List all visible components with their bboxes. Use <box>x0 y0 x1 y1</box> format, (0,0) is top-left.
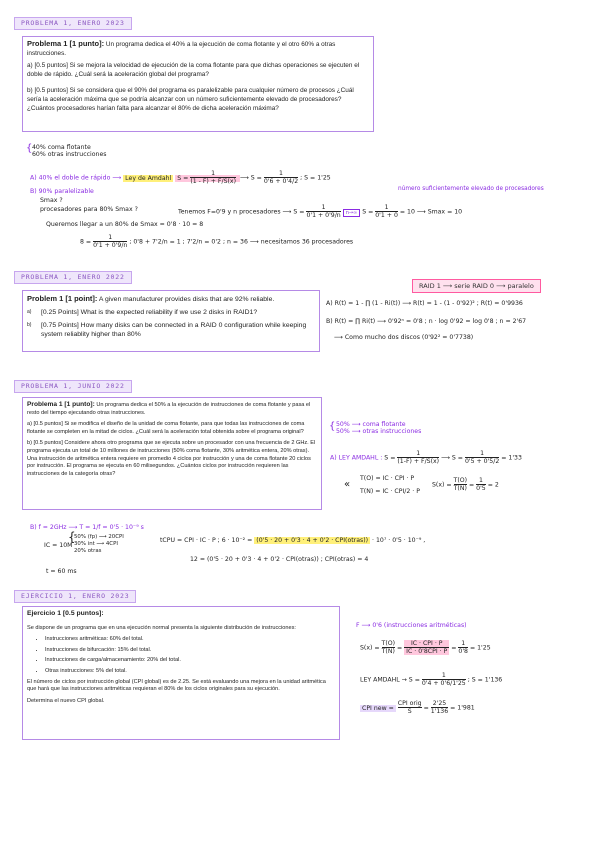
section-tag: PROBLEMA 1, ENERO 2022 <box>14 271 132 284</box>
answer-a <box>30 170 331 185</box>
fraction: $\frac{1}{(1 - F) + F/S(x)}$ <box>190 170 236 185</box>
note-text: 60% otras instrucciones <box>32 151 107 158</box>
answer-label: A) 40% el doble de rápido ⟶ <box>30 174 122 182</box>
speedup-formula: S(x) = $\frac{T(O)}{T(N)}$ = $\frac{\text{IC · CPI · P}}{\text{IC · 0'8CPI · P}}$ = $\frac{1}{0'8}$ = 1'25 <box>360 640 491 655</box>
list-item: • Instrucciones aritméticas: 60% del total. <box>45 636 335 644</box>
formula-text: ⟶ S = <box>239 174 262 182</box>
question-a: [0.25 Points] What is the expected reliability if we use 2 disks in RAID1? <box>41 309 258 316</box>
section-tag: PROBLEMA 1, JUNIO 2022 <box>14 380 132 393</box>
time-formulas: « T(O) = IC · CPI · P T(N) = IC · CPI/2 · P <box>344 475 420 495</box>
answer-b: B) f = 2GHz ⟶ T = 1/f = 0'5 · 10⁻⁹ s <box>30 524 144 531</box>
answer-label: B) 90% paralelizable <box>30 188 94 195</box>
formula-line: 12 = (0'5 · 20 + 0'3 · 4 + 0'2 · CPI(otras)) ; CPI(otras) = 4 <box>190 556 369 563</box>
instruction-list <box>27 636 335 675</box>
breakdown: { 50% (fp) ⟶ 20CPI 30% int ⟶ 4CPI 20% otras <box>68 530 124 554</box>
question-a: a) [0.5 puntos] Si se mejora la velocidad de ejecución de la coma flotante para que dichas operaciones se ejecuten el doble de rápido. ¿Cuál será la aceleración global del programa? <box>27 62 360 78</box>
problem-box <box>22 397 322 510</box>
formula-text: ; S = 1'25 <box>300 174 331 182</box>
problem-box <box>22 36 374 132</box>
answer-a: A) LEY AMDAHL : S = $\frac{1}{(1-F) + F/S(x)}$ ⟶ S = $\frac{1}{0'5 + 0'5/2}$ = 1'33 <box>330 450 522 465</box>
problem-text: El número de ciclos por instrucción global (CPI global) es de 2.25. Se está evaluando una mejora en la unidad aritmética que hará que las instrucciones aritméticas requieran el 80% de los ciclos originales para su ejecución. <box>27 678 326 693</box>
formula-text: S = <box>177 174 189 182</box>
answer-b <box>30 188 94 195</box>
fraction: $\frac{1}{0'6 + 0'4/2}$ <box>263 170 299 185</box>
list-item: • Instrucciones de bifurcación: 15% del total. <box>45 647 335 655</box>
problem-question: Determina el nuevo CPI global. <box>27 697 105 704</box>
note-text: 40% coma flotante <box>32 144 91 151</box>
note-text: t = 60 ms <box>46 568 77 575</box>
amdahl-formula: LEY AMDAHL → S = $\frac{1}{0'4 + 0'6/1'25}$ ; S = 1'136 <box>360 672 503 687</box>
section-tag: PROBLEMA 1, ENERO 2023 <box>14 17 132 30</box>
question-b: [0.75 Points] How many disks can be connected in a RAID 0 configuration while keeping system reliablity higher than 80% <box>41 322 307 338</box>
note-text: F ⟶ 0'6 (instrucciones aritméticas) <box>356 622 467 629</box>
problem-title: Problema 1 [1 punto]: <box>27 39 105 48</box>
question-a: a) [0.5 puntos] Si se modifica el diseño de la unidad de coma flotante, para que todas las instrucciones de coma flotante se completen en la mitad de ciclos. ¿Cuál será la aceleración total obtenida sobre el programa original? <box>27 421 305 435</box>
note-line: { 50% ⟶ coma flotante 50% ⟶ otras instrucciones <box>329 421 422 435</box>
speedup-formula: S(x) = $\frac{T(O)}{T(N)}$ = $\frac{1}{0'5}$ = 2 <box>432 477 499 492</box>
formula-line: tCPU = CPI · IC · P ; 6 · 10⁻² = (0'5 · 20 + 0'3 · 4 + 0'2 · CPI(otras)) · 10⁷ · 0'5 · 10⁻⁹ , <box>160 537 426 544</box>
highlight-text: (0'5 · 20 + 0'3 · 4 + 0'2 · CPI(otras)) <box>256 537 369 544</box>
cpi-formula: CPI new = $\frac{\text{CPI orig}}{S}$ = $\frac{2'25}{1'136}$ = 1'981 <box>362 700 475 715</box>
formula-line: 8 = $\frac{1}{0'1 + 0'9/n}$ ; 0'8 + 7'2/n = 1 ; 7'2/n = 0'2 ; n = 36 ⟶ necesitamos 36 procesadores <box>80 234 354 249</box>
problem-box: Problem 1 [1 point]: A given manufacturer provides disks that are 92% reliable. a) [0.25 Points] What is the expected reliability if we use 2 disks in RAID1? b) [0.75 Points] How many disks can be connected in a RAID 0 configuration while keeping system reliablity higher than 80% <box>22 290 320 352</box>
problem-intro: A given manufacturer provides disks that are 92% reliable. <box>97 296 275 303</box>
formula-line: Tenemos F=0'9 y n procesadores ⟶ S = $\frac{1}{0'1 + 0'9/n}$ n→∞ S = $\frac{1}{0'1 + 0}$ = 10 ⟶ Smax = 10 <box>178 204 463 219</box>
highlight-text: CPI new = <box>362 704 394 712</box>
problem-box <box>22 606 340 740</box>
answer-a: A) R(t) = 1 - ∏ (1 - Ri(t)) ⟶ R(t) = 1 - (1 - 0'92)² ; R(t) = 0'9936 <box>326 300 523 307</box>
list-item: • Otras instrucciones: 5% del total. <box>45 668 335 676</box>
note-text: procesadores para 80% Smax ? <box>40 206 138 213</box>
list-item: • Instrucciones de carga/almacenamiento: 20% del total. <box>45 657 335 665</box>
note-line: { 40% coma flotante 60% otras instrucciones <box>26 143 107 158</box>
highlight-text: Ley de Amdahl <box>125 174 172 182</box>
problem-intro: Se dispone de un programa que en una ejecución normal presenta la siguiente distribución de instrucciones: <box>27 624 296 631</box>
limit-box: n→∞ <box>343 209 361 217</box>
note-text: IC = 10M <box>44 542 73 549</box>
annotation: número suficientemente elevado de procesadores <box>398 186 544 192</box>
answer-b: B) R(t) = ∏ Ri(t) ⟶ 0'92ⁿ = 0'8 ; n · log 0'92 = log 0'8 ; n = 2'67 <box>326 318 527 325</box>
problem-title: Ejercicio 1 [0.5 puntos]: <box>27 610 104 617</box>
problem-intro: Un programa dedica el 40% a la ejecución de coma flotante y el otro 60% a otras instrucciones. <box>27 41 336 57</box>
problem-intro: Un programa dedica el 50% a la ejecución de instrucciones de coma flotante y pasa el resto del tiempo ejecutando otras instrucciones. <box>27 402 311 416</box>
question-b: b) [0.5 puntos] Considere ahora otro programa que se ejecuta sobre un procesador con una frecuencia de 2 GHz. El programa ejecuta un total de 10 millones de instrucciones (50% coma flotante, 30% aritmética entera, 20% otras). Una instrucción de aritmética entera requiere en promedio 4 ciclos por instrucción y una de coma flotante 20 ciclos por instrucción. El programa se ejecuta en 60 milisegundos. ¿Cuántos ciclos por instrucción requieren las instrucciones de la categoría otras? <box>27 440 316 477</box>
answer-b-conclusion: ⟶ Como mucho dos discos (0'92² = 0'7738) <box>334 334 474 341</box>
question-b: b) [0.5 puntos] Si se considera que el 90% del programa es paralelizable para cualquier número de procesos ¿Cuál sería la aceleración máxima que se podría alcanzar con un número suficientemente elevado de procesadores? ¿Cuántos procesadores harían falta para alcanzar el 80% de dicha aceleración máxima? <box>27 87 354 112</box>
section-tag: EJERCICIO 1, ENERO 2023 <box>14 590 136 603</box>
note-text: Smax ? <box>40 197 63 204</box>
problem-title: Problem 1 [1 point]: <box>27 294 98 303</box>
raid-note: RAID 1 ⟶ serie RAID 0 ⟶ paralelo <box>412 279 541 293</box>
note-text: Queremos llegar a un 80% de Smax = 0'8 · 10 = 8 <box>46 221 204 228</box>
problem-title: Problema 1 [1 punto]: <box>27 401 95 408</box>
